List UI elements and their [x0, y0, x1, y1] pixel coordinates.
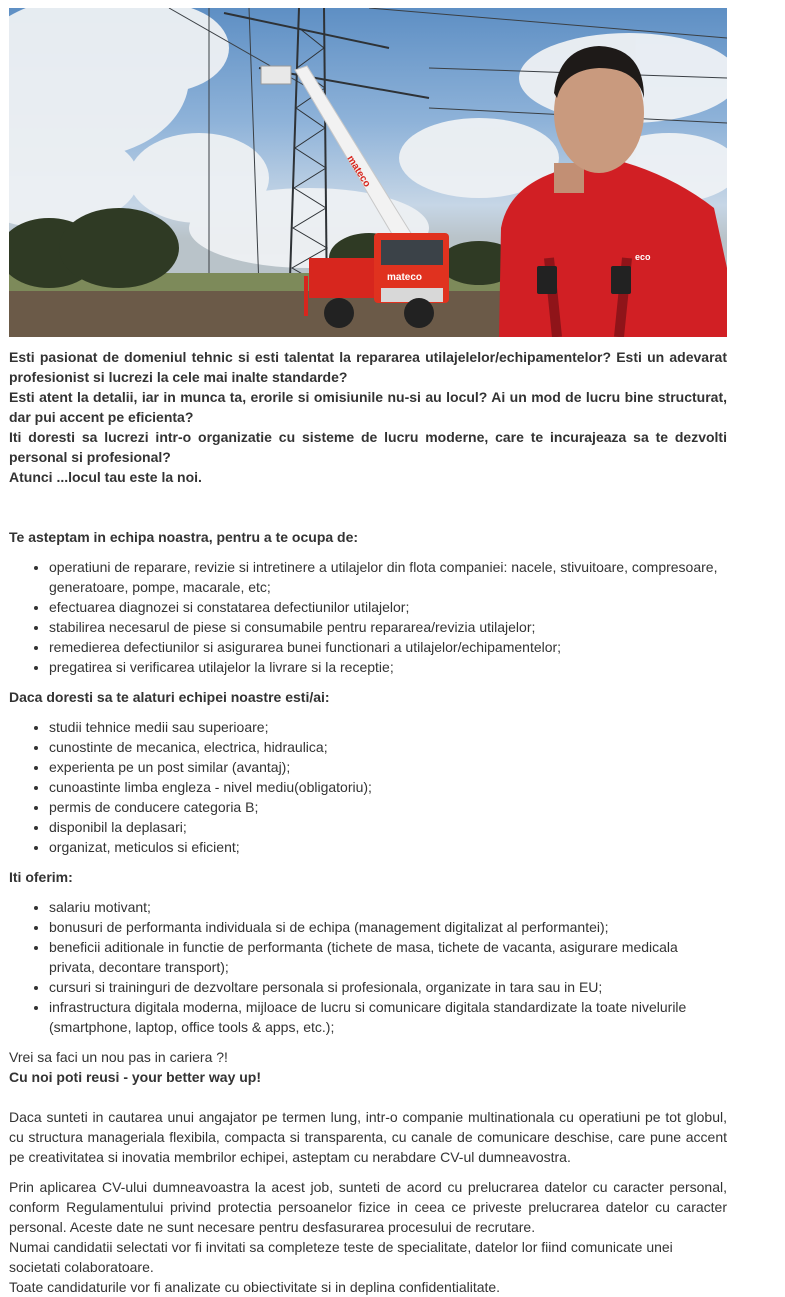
job-description: [9, 8, 727, 1297]
career-question: Vrei sa faci un nou pas in cariera ?!: [9, 1049, 228, 1065]
list-item: • remedierea defectiunilor si asigurarea bunei functionari a utilajelor/echipamentelor;: [49, 637, 727, 657]
benefits-list: [9, 897, 727, 1037]
list-item: • permis de conducere categoria B;: [49, 797, 727, 817]
spacer: [9, 1087, 727, 1107]
list-item: • cunoastinte limba engleza - nivel mediu(obligatoriu);: [49, 777, 727, 797]
selection-paragraph: Numai candidatii selectati vor fi invitati sa completeze teste de specialitate, datelor lor fiind comunicate unei societati colaboratoare.: [9, 1239, 673, 1275]
list-item: • studii tehnice medii sau superioare;: [49, 717, 727, 737]
intro-line: Esti atent la detalii, iar in munca ta, erorile si omisiunile nu-si au locul? Ai un mod de lucru bine structurat, dar pui accent pe eficienta?: [9, 389, 727, 425]
truck-brand-text: mateco: [387, 272, 423, 283]
work-platform: [261, 66, 291, 84]
list-item: • experienta pe un post similar (avantaj);: [49, 757, 727, 777]
spacer: [9, 487, 727, 507]
confidentiality-paragraph: Toate candidaturile vor fi analizate cu obiectivitate si in deplina confidentialitate.: [9, 1279, 501, 1295]
responsibilities-list: [9, 557, 727, 677]
gdpr-paragraph: Prin aplicarea CV-ului dumneavoastra la acest job, sunteti de acord cu prelucrarea datelor cu caracter personal, conform Regulamentului privind protectia persoanelor fizice in ceea ce priveste prelucrarea datelor cu caracter personal. Aceste date ne sunt necesare pentru desfasurarea procesului de recrutare.: [9, 1179, 727, 1235]
list-item: • bonusuri de performanta individuala si de echipa (management digitalizat al performantei);: [49, 917, 727, 937]
list-item: • stabilirea necesarul de piese si consumabile pentru repararea/revizia utilajelor;: [49, 617, 727, 637]
boom-brand-text: mateco: [344, 153, 373, 190]
list-item: • operatiuni de reparare, revizie si intretinere a utilajelor din flota companiei: nacele, stivuitoare, compresoare, generatoare, pompe, macarale, etc;: [49, 557, 727, 597]
intro-line: Iti doresti sa lucrezi intr-o organizatie cu sisteme de lucru moderne, care te incurajeaza sa te dezvolti personal si profesional?: [9, 429, 727, 465]
list-item: • beneficii aditionale in functie de performanta (tichete de masa, tichete de vacanta, asigurare medicala privata, decontare transport);: [49, 937, 727, 977]
intro-paragraph: [9, 347, 727, 487]
list-item: • salariu motivant;: [49, 897, 727, 917]
requirements-list: [9, 717, 727, 857]
list-item: • cunostinte de mecanica, electrica, hidraulica;: [49, 737, 727, 757]
list-item: • disponibil la deplasari;: [49, 817, 727, 837]
intro-line: Atunci ...locul tau este la noi.: [9, 469, 202, 485]
benefits-heading: Iti oferim:: [9, 869, 73, 885]
requirements-heading: Daca doresti sa te alaturi echipei noastre esti/ai:: [9, 689, 330, 705]
slogan: Cu noi poti reusi - your better way up!: [9, 1069, 262, 1085]
list-item: • cursuri si traininguri de dezvoltare personala si profesionala, organizate in tara sau in EU;: [49, 977, 727, 997]
intro-line: Esti pasionat de domeniul tehnic si esti talentat la repararea utilajelelor/echipamentelor? Esti un adevarat profesionist si lucrezi la cele mai inalte standarde?: [9, 349, 727, 385]
list-item: • organizat, meticulos si eficient;: [49, 837, 727, 857]
shirt-brand-text: eco: [635, 252, 651, 262]
list-item: • efectuarea diagnozei si constatarea defectiunilor utilajelor;: [49, 597, 727, 617]
responsibilities-heading: Te asteptam in echipa noastra, pentru a te ocupa de:: [9, 529, 359, 545]
list-item: • pregatirea si verificarea utilajelor la livrare si la receptie;: [49, 657, 727, 677]
list-item: • infrastructura digitala moderna, mijloace de lucru si comunicare digitala standardizate la toate nivelurile (smartphone, laptop, office tools & apps, etc.);: [49, 997, 727, 1037]
invitation-paragraph: Daca sunteti in cautarea unui angajator pe termen lung, intr-o companie multinationala cu operatiuni pe tot globul, cu structura manageriala flexibila, compacta si transparenta, cu canale de comunicare deschise, care pune accent pe creativitatea si inovatia membrilor echipei, asteptam cu nerabdare CV-ul dumneavostra.: [9, 1109, 727, 1165]
hero-image: [9, 8, 727, 337]
hero-illustration: [9, 8, 727, 337]
